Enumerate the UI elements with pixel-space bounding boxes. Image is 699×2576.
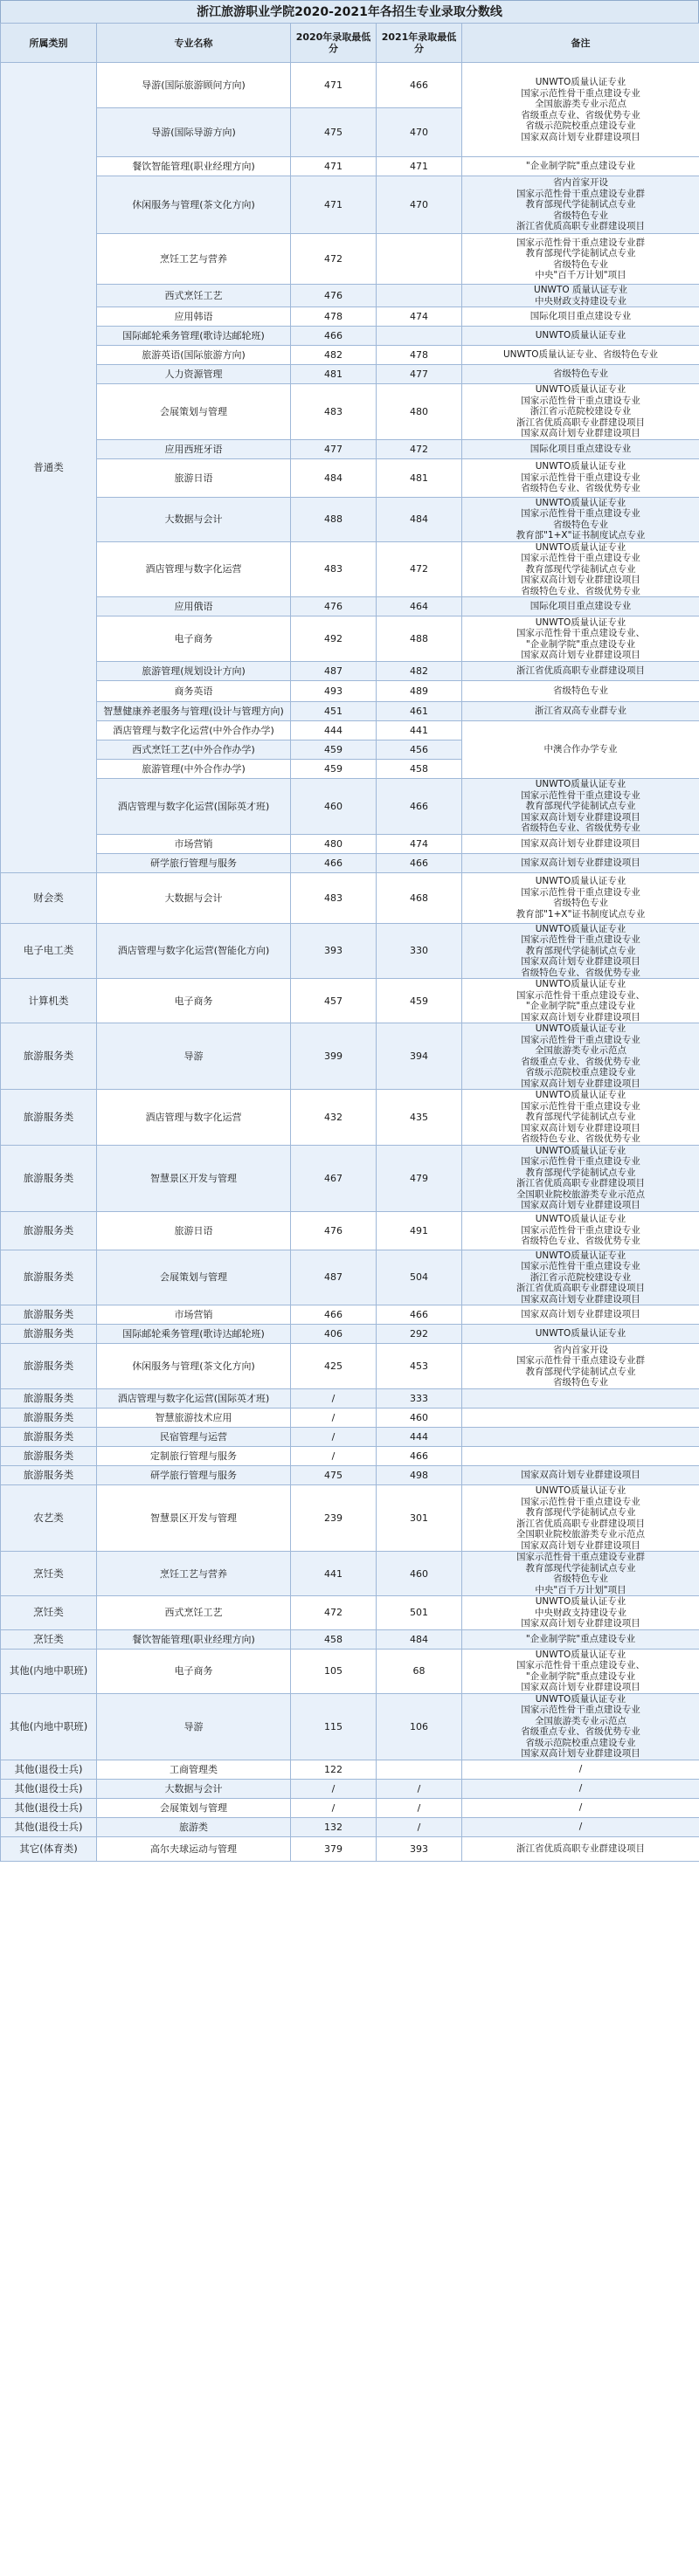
major-name-cell: 会展策划与管理	[97, 384, 291, 440]
category-cell: 其他(内地中职班)	[1, 1649, 97, 1693]
category-cell: 农艺类	[1, 1485, 97, 1552]
score-2021-cell: 477	[377, 365, 462, 384]
note-cell: 国家双高计划专业群建设项目	[462, 853, 699, 872]
score-2021-cell: 468	[377, 872, 462, 923]
score-2021-cell: 333	[377, 1389, 462, 1409]
major-name-cell: 导游	[97, 1023, 291, 1090]
table-row	[1, 439, 699, 458]
score-2020-cell: 132	[291, 1817, 377, 1836]
table-row	[1, 497, 699, 541]
category-cell: 旅游服务类	[1, 1305, 97, 1325]
major-name-cell: 大数据与会计	[97, 872, 291, 923]
table-row	[1, 365, 699, 384]
table-row	[1, 923, 699, 979]
table-row	[1, 1325, 699, 1344]
score-2021-cell: 484	[377, 497, 462, 541]
major-name-cell: 工商管理类	[97, 1760, 291, 1779]
note-cell: /	[462, 1760, 699, 1779]
score-2021-cell: 478	[377, 346, 462, 365]
page-title: 浙江旅游职业学院2020-2021年各招生专业录取分数线	[0, 0, 699, 23]
score-2020-cell: /	[291, 1389, 377, 1409]
major-name-cell: 研学旅行管理与服务	[97, 853, 291, 872]
score-2021-cell: 470	[377, 108, 462, 157]
note-cell: UNWTO质量认证专业 国家示范性骨干重点建设专业 浙江省示范院校建设专业 浙江省优质高职专业群建设项目 国家双高计划专业群建设项目	[462, 384, 699, 440]
major-name-cell: 烹饪工艺与营养	[97, 1552, 291, 1596]
score-2020-cell: /	[291, 1409, 377, 1428]
table-row	[1, 1447, 699, 1466]
category-cell: 旅游服务类	[1, 1447, 97, 1466]
table-row	[1, 1798, 699, 1817]
score-2021-cell: 456	[377, 740, 462, 760]
category-cell: 计算机类	[1, 979, 97, 1023]
major-name-cell: 国际邮轮乘务管理(歌诗达邮轮班)	[97, 1325, 291, 1344]
major-name-cell: 餐饮智能管理(职业经理方向)	[97, 157, 291, 176]
major-name-cell: 大数据与会计	[97, 497, 291, 541]
table-row	[1, 597, 699, 616]
table-row	[1, 1596, 699, 1630]
major-name-cell: 智慧旅游技术应用	[97, 1409, 291, 1428]
major-name-cell: 会展策划与管理	[97, 1798, 291, 1817]
major-name-cell: 智慧健康养老服务与管理(设计与管理方向)	[97, 702, 291, 721]
major-name-cell: 人力资源管理	[97, 365, 291, 384]
score-2021-cell: 441	[377, 721, 462, 740]
score-2020-cell: 475	[291, 108, 377, 157]
note-cell: UNWTO质量认证专业 国家示范性骨干重点建设专业 全国旅游类专业示范点 省级重点专业、省级优势专业 省级示范院校重点建设专业 国家双高计划专业群建设项目	[462, 1693, 699, 1760]
note-cell: UNWTO质量认证专业 国家示范性骨干重点建设专业 教育部现代学徒制试点专业 国家双高计划专业群建设项目 省级特色专业、省级优势专业	[462, 1090, 699, 1146]
score-2020-cell: 393	[291, 923, 377, 979]
major-name-cell: 餐饮智能管理(职业经理方向)	[97, 1629, 291, 1649]
major-name-cell: 商务英语	[97, 681, 291, 702]
score-2021-cell: /	[377, 1779, 462, 1798]
table-row	[1, 307, 699, 327]
major-name-cell: 酒店管理与数字化运营	[97, 1090, 291, 1146]
major-name-cell: 市场营销	[97, 834, 291, 853]
score-2020-cell: 451	[291, 702, 377, 721]
score-2020-cell: 441	[291, 1552, 377, 1596]
score-2021-cell: 479	[377, 1145, 462, 1211]
major-name-cell: 应用西班牙语	[97, 439, 291, 458]
major-name-cell: 酒店管理与数字化运营(国际英才班)	[97, 779, 291, 835]
note-cell: 国家双高计划专业群建设项目	[462, 834, 699, 853]
note-cell: 国际化项目重点建设专业	[462, 307, 699, 327]
score-2021-cell: 466	[377, 1447, 462, 1466]
table-row	[1, 1817, 699, 1836]
score-2021-cell: 461	[377, 702, 462, 721]
score-2020-cell: 432	[291, 1090, 377, 1146]
score-2021-cell: 453	[377, 1344, 462, 1389]
table-row	[1, 327, 699, 346]
major-name-cell: 民宿管理与运营	[97, 1428, 291, 1447]
major-name-cell: 旅游管理(规划设计方向)	[97, 662, 291, 681]
score-2020-cell: 239	[291, 1485, 377, 1552]
score-2021-cell	[377, 285, 462, 307]
note-cell: 浙江省优质高职专业群建设项目	[462, 662, 699, 681]
score-2021-cell: 330	[377, 923, 462, 979]
major-name-cell: 西式烹饪工艺	[97, 1596, 291, 1630]
category-cell: 旅游服务类	[1, 1325, 97, 1344]
note-cell: /	[462, 1779, 699, 1798]
score-2021-cell: 444	[377, 1428, 462, 1447]
category-cell: 旅游服务类	[1, 1250, 97, 1305]
note-cell: UNWTO质量认证专业 国家示范性骨干重点建设专业 省级特色专业、省级优势专业	[462, 458, 699, 497]
score-2021-cell: 491	[377, 1211, 462, 1250]
note-cell: 国际化项目重点建设专业	[462, 597, 699, 616]
score-2020-cell: 476	[291, 597, 377, 616]
table-row	[1, 1023, 699, 1090]
table-row	[1, 384, 699, 440]
score-2020-cell: 487	[291, 662, 377, 681]
major-name-cell: 旅游管理(中外合作办学)	[97, 760, 291, 779]
table-row	[1, 1250, 699, 1305]
major-name-cell: 酒店管理与数字化运营(国际英才班)	[97, 1389, 291, 1409]
score-2020-cell: 483	[291, 872, 377, 923]
header-score-2021: 2021年录取最低分	[377, 24, 462, 63]
major-name-cell: 国际邮轮乘务管理(歌诗达邮轮班)	[97, 327, 291, 346]
table-header-row	[1, 24, 699, 63]
major-name-cell: 西式烹饪工艺(中外合作办学)	[97, 740, 291, 760]
note-cell: UNWTO质量认证专业 国家示范性骨干重点建设专业、 "企业制学院"重点建设专业 国家双高计划专业群建设项目	[462, 1649, 699, 1693]
category-cell: 其他(退役士兵)	[1, 1817, 97, 1836]
table-row	[1, 1389, 699, 1409]
note-cell: 中澳合作办学专业	[462, 721, 699, 779]
major-name-cell: 应用俄语	[97, 597, 291, 616]
note-cell: UNWTO质量认证专业 国家示范性骨干重点建设专业 教育部现代学徒制试点专业 国家双高计划专业群建设项目 省级特色专业、省级优势专业	[462, 541, 699, 597]
score-2021-cell: 466	[377, 853, 462, 872]
score-2021-cell: 458	[377, 760, 462, 779]
score-2021-cell: 464	[377, 597, 462, 616]
note-cell: UNWTO质量认证专业 国家示范性骨干重点建设专业 省级特色专业 教育部"1+X"证书制度试点专业	[462, 872, 699, 923]
score-2020-cell: 122	[291, 1760, 377, 1779]
score-2020-cell: 459	[291, 760, 377, 779]
table-row	[1, 1211, 699, 1250]
score-2021-cell: 435	[377, 1090, 462, 1146]
note-cell: 省内首家开设 国家示范性骨干重点建设专业群 教育部现代学徒制试点专业 省级特色专业 浙江省优质高职专业群建设项目	[462, 176, 699, 234]
note-cell	[462, 1428, 699, 1447]
score-2020-cell: 477	[291, 439, 377, 458]
major-name-cell: 烹饪工艺与营养	[97, 234, 291, 285]
header-major: 专业名称	[97, 24, 291, 63]
score-2020-cell: 483	[291, 384, 377, 440]
score-2021-cell: 498	[377, 1466, 462, 1485]
note-cell: UNWTO质量认证专业 国家示范性骨干重点建设专业 教育部现代学徒制试点专业 国家双高计划专业群建设项目 省级特色专业、省级优势专业	[462, 923, 699, 979]
table-row	[1, 1779, 699, 1798]
score-2021-cell: 484	[377, 1629, 462, 1649]
note-cell: UNWTO质量认证专业 国家示范性骨干重点建设专业 教育部现代学徒制试点专业 浙江省优质高职专业群建设项目 全国职业院校旅游类专业示范点 国家双高计划专业群建设项目	[462, 1145, 699, 1211]
major-name-cell: 应用韩语	[97, 307, 291, 327]
score-2020-cell: /	[291, 1779, 377, 1798]
table-row	[1, 1466, 699, 1485]
note-cell: UNWTO质量认证专业 国家示范性骨干重点建设专业 浙江省示范院校建设专业 浙江省优质高职专业群建设项目 国家双高计划专业群建设项目	[462, 1250, 699, 1305]
table-row	[1, 157, 699, 176]
major-name-cell: 定制旅行管理与服务	[97, 1447, 291, 1466]
admission-score-table	[0, 23, 699, 1862]
major-name-cell: 旅游日语	[97, 458, 291, 497]
category-cell: 旅游服务类	[1, 1090, 97, 1146]
table-row	[1, 1485, 699, 1552]
table-row	[1, 721, 699, 740]
note-cell	[462, 1447, 699, 1466]
major-name-cell: 酒店管理与数字化运营(中外合作办学)	[97, 721, 291, 740]
score-2021-cell: 466	[377, 779, 462, 835]
category-cell: 其他(内地中职班)	[1, 1693, 97, 1760]
category-cell: 旅游服务类	[1, 1211, 97, 1250]
category-cell: 烹饪类	[1, 1552, 97, 1596]
score-2020-cell: 472	[291, 234, 377, 285]
major-name-cell: 电子商务	[97, 616, 291, 662]
score-2020-cell: 482	[291, 346, 377, 365]
note-cell: UNWTO质量认证专业 国家示范性骨干重点建设专业、 "企业制学院"重点建设专业 国家双高计划专业群建设项目	[462, 616, 699, 662]
table-row	[1, 1344, 699, 1389]
score-2020-cell: 472	[291, 1596, 377, 1630]
score-2021-cell: 106	[377, 1693, 462, 1760]
table-row	[1, 1693, 699, 1760]
score-2020-cell: 105	[291, 1649, 377, 1693]
table-row	[1, 346, 699, 365]
score-2020-cell: 466	[291, 327, 377, 346]
note-cell: UNWTO质量认证专业、省级特色专业	[462, 346, 699, 365]
note-cell: 浙江省双高专业群专业	[462, 702, 699, 721]
score-2020-cell: 471	[291, 157, 377, 176]
table-row	[1, 285, 699, 307]
table-body	[1, 63, 699, 1862]
score-2021-cell: 480	[377, 384, 462, 440]
table-row	[1, 1090, 699, 1146]
score-2020-cell: 471	[291, 176, 377, 234]
score-2020-cell: 467	[291, 1145, 377, 1211]
category-cell: 旅游服务类	[1, 1389, 97, 1409]
note-cell: UNWTO质量认证专业 国家示范性骨干重点建设专业 教育部现代学徒制试点专业 国家双高计划专业群建设项目 省级特色专业、省级优势专业	[462, 779, 699, 835]
note-cell: 国家双高计划专业群建设项目	[462, 1305, 699, 1325]
table-row	[1, 872, 699, 923]
note-cell: 国家双高计划专业群建设项目	[462, 1466, 699, 1485]
score-2020-cell: 484	[291, 458, 377, 497]
score-2021-cell: 466	[377, 63, 462, 108]
note-cell: UNWTO 质量认证专业 中央财政支持建设专业	[462, 285, 699, 307]
score-2020-cell: 457	[291, 979, 377, 1023]
major-name-cell: 酒店管理与数字化运营	[97, 541, 291, 597]
score-2021-cell: 470	[377, 176, 462, 234]
score-2020-cell: 466	[291, 853, 377, 872]
major-name-cell: 导游(国际旅游顾问方向)	[97, 63, 291, 108]
note-cell: 省内首家开设 国家示范性骨干重点建设专业群 教育部现代学徒制试点专业 省级特色专业	[462, 1344, 699, 1389]
major-name-cell: 智慧景区开发与管理	[97, 1145, 291, 1211]
score-2020-cell: /	[291, 1428, 377, 1447]
score-2020-cell: 475	[291, 1466, 377, 1485]
score-2020-cell: 480	[291, 834, 377, 853]
score-2021-cell: 504	[377, 1250, 462, 1305]
note-cell: UNWTO质量认证专业 国家示范性骨干重点建设专业 全国旅游类专业示范点 省级重点专业、省级优势专业 省级示范院校重点建设专业 国家双高计划专业群建设项目	[462, 1023, 699, 1090]
table-row	[1, 541, 699, 597]
score-2021-cell: 472	[377, 439, 462, 458]
note-cell: 国家示范性骨干重点建设专业群 教育部现代学徒制试点专业 省级特色专业 中央"百千万计划"项目	[462, 234, 699, 285]
table-row	[1, 1409, 699, 1428]
note-cell: 省级特色专业	[462, 681, 699, 702]
category-cell: 旅游服务类	[1, 1466, 97, 1485]
note-cell: /	[462, 1798, 699, 1817]
table-row	[1, 681, 699, 702]
score-2021-cell: 393	[377, 1836, 462, 1861]
major-name-cell: 导游(国际导游方向)	[97, 108, 291, 157]
table-row	[1, 1760, 699, 1779]
score-2020-cell: 115	[291, 1693, 377, 1760]
category-cell: 其他(退役士兵)	[1, 1798, 97, 1817]
note-cell: UNWTO质量认证专业 国家示范性骨干重点建设专业 省级特色专业 教育部"1+X"证书制度试点专业	[462, 497, 699, 541]
table-row	[1, 1428, 699, 1447]
category-cell: 其它(体育类)	[1, 1836, 97, 1861]
score-2021-cell: 394	[377, 1023, 462, 1090]
header-score-2020: 2020年录取最低分	[291, 24, 377, 63]
score-2021-cell	[377, 327, 462, 346]
score-2020-cell: 492	[291, 616, 377, 662]
major-name-cell: 旅游类	[97, 1817, 291, 1836]
major-name-cell: 市场营销	[97, 1305, 291, 1325]
major-name-cell: 导游	[97, 1693, 291, 1760]
score-2021-cell: 472	[377, 541, 462, 597]
note-cell: UNWTO质量认证专业 国家示范性骨干重点建设专业 教育部现代学徒制试点专业 浙江省优质高职专业群建设项目 全国职业院校旅游类专业示范点 国家双高计划专业群建设项目	[462, 1485, 699, 1552]
major-name-cell: 高尔夫球运动与管理	[97, 1836, 291, 1861]
note-cell: UNWTO质量认证专业 中央财政支持建设专业 国家双高计划专业群建设项目	[462, 1596, 699, 1630]
major-name-cell: 电子商务	[97, 1649, 291, 1693]
score-2021-cell: 292	[377, 1325, 462, 1344]
note-cell: UNWTO质量认证专业	[462, 1325, 699, 1344]
table-row	[1, 662, 699, 681]
table-row	[1, 176, 699, 234]
score-2021-cell: /	[377, 1817, 462, 1836]
score-2020-cell: 488	[291, 497, 377, 541]
major-name-cell: 旅游日语	[97, 1211, 291, 1250]
category-cell: 旅游服务类	[1, 1145, 97, 1211]
note-cell: "企业制学院"重点建设专业	[462, 1629, 699, 1649]
note-cell: 国家示范性骨干重点建设专业群 教育部现代学徒制试点专业 省级特色专业 中央"百千万计划"项目	[462, 1552, 699, 1596]
score-2021-cell: 460	[377, 1552, 462, 1596]
table-row	[1, 234, 699, 285]
score-2020-cell: 493	[291, 681, 377, 702]
score-2021-cell: 301	[377, 1485, 462, 1552]
score-2020-cell: 459	[291, 740, 377, 760]
table-row	[1, 1836, 699, 1861]
table-row	[1, 616, 699, 662]
note-cell: UNWTO质量认证专业	[462, 327, 699, 346]
table-row	[1, 779, 699, 835]
score-2020-cell: 476	[291, 1211, 377, 1250]
table-row	[1, 853, 699, 872]
score-2021-cell: 68	[377, 1649, 462, 1693]
score-2020-cell: 399	[291, 1023, 377, 1090]
score-2021-cell: 459	[377, 979, 462, 1023]
major-name-cell: 旅游英语(国际旅游方向)	[97, 346, 291, 365]
score-2020-cell: 406	[291, 1325, 377, 1344]
note-cell	[462, 1409, 699, 1428]
major-name-cell: 酒店管理与数字化运营(智能化方向)	[97, 923, 291, 979]
table-row	[1, 702, 699, 721]
category-cell: 电子电工类	[1, 923, 97, 979]
table-row	[1, 979, 699, 1023]
table-row	[1, 834, 699, 853]
category-cell: 旅游服务类	[1, 1023, 97, 1090]
category-cell: 旅游服务类	[1, 1428, 97, 1447]
score-2020-cell: 379	[291, 1836, 377, 1861]
table-row	[1, 1305, 699, 1325]
note-cell: /	[462, 1817, 699, 1836]
major-name-cell: 休闲服务与管理(茶文化方向)	[97, 1344, 291, 1389]
score-2020-cell: 458	[291, 1629, 377, 1649]
score-2021-cell	[377, 234, 462, 285]
score-2020-cell: 478	[291, 307, 377, 327]
score-2021-cell: 471	[377, 157, 462, 176]
score-2020-cell: 483	[291, 541, 377, 597]
score-2020-cell: 471	[291, 63, 377, 108]
score-2020-cell: 487	[291, 1250, 377, 1305]
major-name-cell: 研学旅行管理与服务	[97, 1466, 291, 1485]
score-2020-cell: 444	[291, 721, 377, 740]
category-cell: 财会类	[1, 872, 97, 923]
table-row	[1, 1649, 699, 1693]
category-cell: 其他(退役士兵)	[1, 1760, 97, 1779]
category-cell: 旅游服务类	[1, 1344, 97, 1389]
table-row	[1, 1145, 699, 1211]
note-cell: UNWTO质量认证专业 国家示范性骨干重点建设专业 省级特色专业、省级优势专业	[462, 1211, 699, 1250]
table-row	[1, 1552, 699, 1596]
score-2021-cell: 474	[377, 834, 462, 853]
note-cell: 浙江省优质高职专业群建设项目	[462, 1836, 699, 1861]
major-name-cell: 休闲服务与管理(茶文化方向)	[97, 176, 291, 234]
score-2020-cell: /	[291, 1447, 377, 1466]
category-cell: 普通类	[1, 63, 97, 873]
category-cell: 其他(退役士兵)	[1, 1779, 97, 1798]
category-cell: 烹饪类	[1, 1629, 97, 1649]
major-name-cell: 西式烹饪工艺	[97, 285, 291, 307]
note-cell	[462, 1389, 699, 1409]
score-2020-cell: /	[291, 1798, 377, 1817]
score-2020-cell: 460	[291, 779, 377, 835]
major-name-cell: 会展策划与管理	[97, 1250, 291, 1305]
score-2020-cell: 466	[291, 1305, 377, 1325]
score-2021-cell: 481	[377, 458, 462, 497]
table-row	[1, 1629, 699, 1649]
category-cell: 旅游服务类	[1, 1409, 97, 1428]
major-name-cell: 电子商务	[97, 979, 291, 1023]
score-2021-cell: /	[377, 1798, 462, 1817]
note-cell: UNWTO质量认证专业 国家示范性骨干重点建设专业 全国旅游类专业示范点 省级重点专业、省级优势专业 省级示范院校重点建设专业 国家双高计划专业群建设项目	[462, 63, 699, 157]
table-row	[1, 63, 699, 108]
score-2020-cell: 425	[291, 1344, 377, 1389]
score-2020-cell: 476	[291, 285, 377, 307]
category-cell: 烹饪类	[1, 1596, 97, 1630]
major-name-cell: 大数据与会计	[97, 1779, 291, 1798]
score-2020-cell: 481	[291, 365, 377, 384]
score-2021-cell: 460	[377, 1409, 462, 1428]
score-2021-cell: 501	[377, 1596, 462, 1630]
note-cell: UNWTO质量认证专业 国家示范性骨干重点建设专业、 "企业制学院"重点建设专业 国家双高计划专业群建设项目	[462, 979, 699, 1023]
major-name-cell: 智慧景区开发与管理	[97, 1485, 291, 1552]
header-category: 所属类别	[1, 24, 97, 63]
note-cell: 省级特色专业	[462, 365, 699, 384]
note-cell: "企业制学院"重点建设专业	[462, 157, 699, 176]
score-2021-cell: 466	[377, 1305, 462, 1325]
score-2021-cell: 489	[377, 681, 462, 702]
score-2021-cell: 488	[377, 616, 462, 662]
note-cell: 国际化项目重点建设专业	[462, 439, 699, 458]
score-2021-cell	[377, 1760, 462, 1779]
score-2021-cell: 474	[377, 307, 462, 327]
header-note: 备注	[462, 24, 699, 63]
score-2021-cell: 482	[377, 662, 462, 681]
table-row	[1, 458, 699, 497]
